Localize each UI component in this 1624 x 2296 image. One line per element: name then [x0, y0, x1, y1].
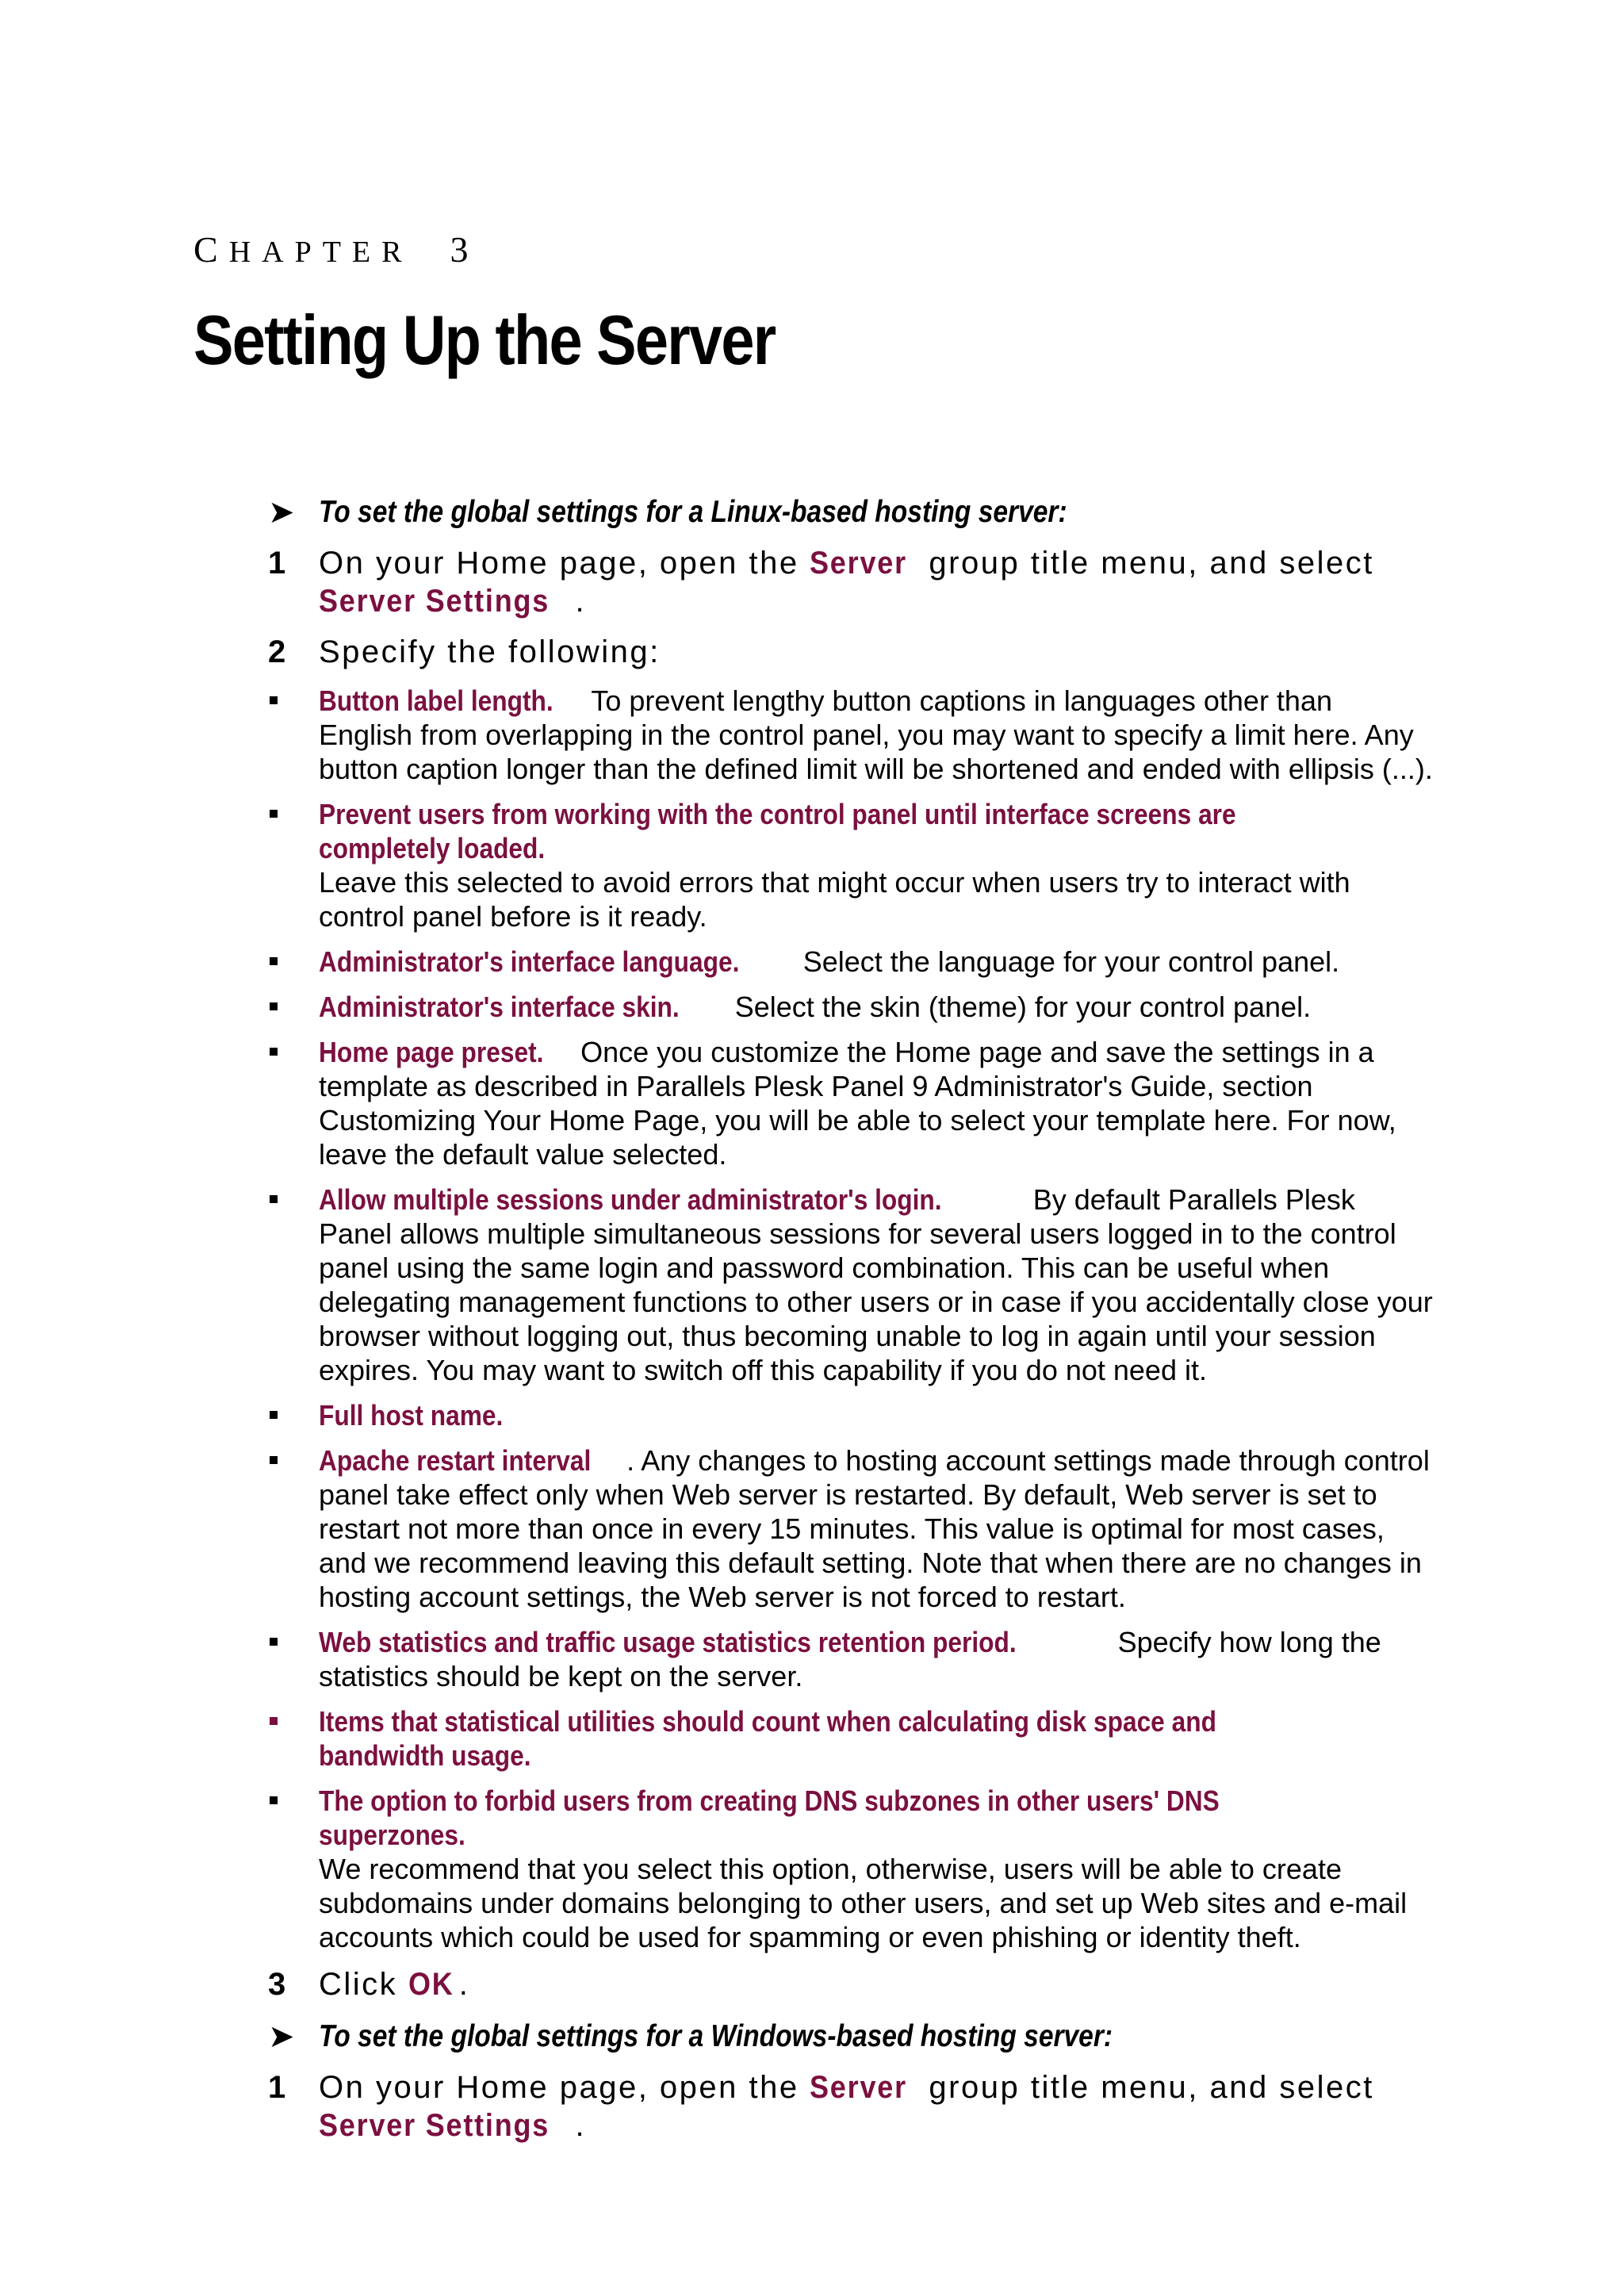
setting-description: Leave this selected to avoid errors that might occur when users try to interact with control panel before is it ready.	[319, 866, 1350, 933]
setting-term: Items that statistical utilities should count when calculating disk space and bandwidth usage.	[319, 1705, 1216, 1772]
square-bullet-icon	[270, 696, 278, 704]
ui-term-server-settings: Server Settings	[319, 584, 550, 619]
square-bullet-icon	[270, 957, 278, 965]
procedure-condition: To set the global settings for a Windows-based hosting server:	[319, 2019, 1113, 2053]
step-number: 2	[268, 634, 286, 669]
ui-term-server: Server	[810, 2070, 908, 2105]
setting-description: Specify how long the statistics should be kept on the server.	[319, 1626, 1381, 1692]
step-text: Click	[319, 1967, 408, 2002]
setting-description: To prevent lengthy button captions in languages other than English from overlapping in the control panel, you may want to specify a limit here. Any button caption longer than the defined limit will be shortened and ended with ellipsis (...).	[319, 684, 1433, 785]
step-text: group title menu, and select	[917, 546, 1374, 581]
square-bullet-icon	[270, 810, 278, 818]
setting-description: By default Parallels Plesk Panel allows multiple simultaneous sessions for several users logged in to the control panel using the same login and password combination. This can be useful when delegating management functions to other users or in case if you accidentally close your browser without logging out, thus becoming unable to log in again until your session expires. You may want to switch off this capability if you do not need it.	[319, 1183, 1433, 1386]
step-number: 3	[268, 1967, 286, 2002]
setting-term: Administrator's interface language.	[319, 945, 740, 978]
list-item	[268, 684, 1434, 786]
arrowhead-icon: ➤	[268, 495, 295, 530]
list-item	[268, 1182, 1434, 1387]
windows-step-1	[268, 2068, 1434, 2145]
step-text: .	[458, 1967, 470, 2002]
procedure-condition: To set the global settings for a Linux-based hosting server:	[319, 495, 1067, 529]
windows-procedure-heading	[268, 2016, 1434, 2057]
square-bullet-icon	[270, 1456, 278, 1464]
step-number: 1	[268, 546, 286, 581]
chapter-number: 3	[450, 229, 480, 270]
setting-term: Web statistics and traffic usage statistics retention period.	[319, 1626, 1017, 1658]
step-text: Specify the following:	[319, 634, 661, 669]
list-item	[268, 1035, 1434, 1171]
page-body	[268, 492, 1434, 2157]
arrowhead-icon: ➤	[268, 2019, 295, 2054]
square-bullet-icon	[270, 1796, 278, 1804]
ui-term-ok: OK	[408, 1967, 454, 2002]
step-text: On your Home page, open the	[319, 546, 810, 581]
setting-term: Apache restart interval	[319, 1444, 592, 1477]
list-item	[268, 990, 1434, 1024]
ui-term-server: Server	[810, 546, 908, 581]
square-bullet-icon	[270, 1717, 278, 1725]
ui-term-server-settings: Server Settings	[319, 2108, 550, 2143]
square-bullet-icon	[270, 1411, 278, 1419]
chapter-label-initial: C	[193, 229, 229, 270]
chapter-label	[193, 228, 479, 270]
list-item	[268, 1784, 1434, 1954]
setting-term: Full host name.	[319, 1399, 504, 1432]
square-bullet-icon	[270, 1638, 278, 1646]
step-text: .	[575, 584, 587, 619]
square-bullet-icon	[270, 1195, 278, 1203]
linux-step-2	[268, 633, 1434, 671]
setting-term: Prevent users from working with the control panel until interface screens are completely loaded.	[319, 798, 1236, 864]
square-bullet-icon	[270, 1048, 278, 1056]
list-item	[268, 1398, 1434, 1432]
setting-description: Once you customize the Home page and save the settings in a template as described in Parallels Plesk Panel 9 Administrator's Guide, section Customizing Your Home Page, you will be able to select your template here. For now, leave the default value selected.	[319, 1036, 1396, 1171]
step-text: group title menu, and select	[917, 2070, 1374, 2105]
step-number: 1	[268, 2070, 286, 2105]
setting-description: . Any changes to hosting account settings made through control panel take effect only when Web server is restarted. By default, Web server is set to restart not more than once in every 15 minutes. This value is optimal for most cases, and we recommend leaving this default setting. Note that when there are no changes in hosting account settings, the Web server is not forced to restart.	[319, 1444, 1430, 1613]
chapter-label-rest: HAPTER	[228, 236, 413, 269]
setting-term: Button label length.	[319, 684, 553, 717]
setting-term: Administrator's interface skin.	[319, 991, 680, 1023]
list-item	[268, 1443, 1434, 1614]
linux-step-3	[268, 1965, 1434, 2003]
list-item	[268, 797, 1434, 933]
linux-step-1	[268, 544, 1434, 620]
list-item	[268, 945, 1434, 979]
list-item	[268, 1625, 1434, 1693]
step-text: On your Home page, open the	[319, 2070, 810, 2105]
setting-description: Select the language for your control panel.	[795, 945, 1340, 978]
setting-description: We recommend that you select this option, otherwise, users will be able to create subdomains under domains belonging to other users, and set up Web sites and e-mail accounts which could be used for spamming or even phishing or identity theft.	[319, 1853, 1408, 1953]
setting-description: Select the skin (theme) for your control panel.	[726, 991, 1312, 1023]
step-text: .	[575, 2108, 587, 2143]
square-bullet-icon	[270, 1002, 278, 1010]
list-item	[268, 1704, 1434, 1773]
setting-term: The option to forbid users from creating DNS subzones in other users' DNS superzones.	[319, 1784, 1220, 1851]
setting-term: Home page preset.	[319, 1036, 544, 1068]
setting-term: Allow multiple sessions under administrator's login.	[319, 1183, 942, 1216]
chapter-title: Setting Up the Server	[193, 301, 776, 379]
linux-procedure-heading	[268, 492, 1434, 533]
